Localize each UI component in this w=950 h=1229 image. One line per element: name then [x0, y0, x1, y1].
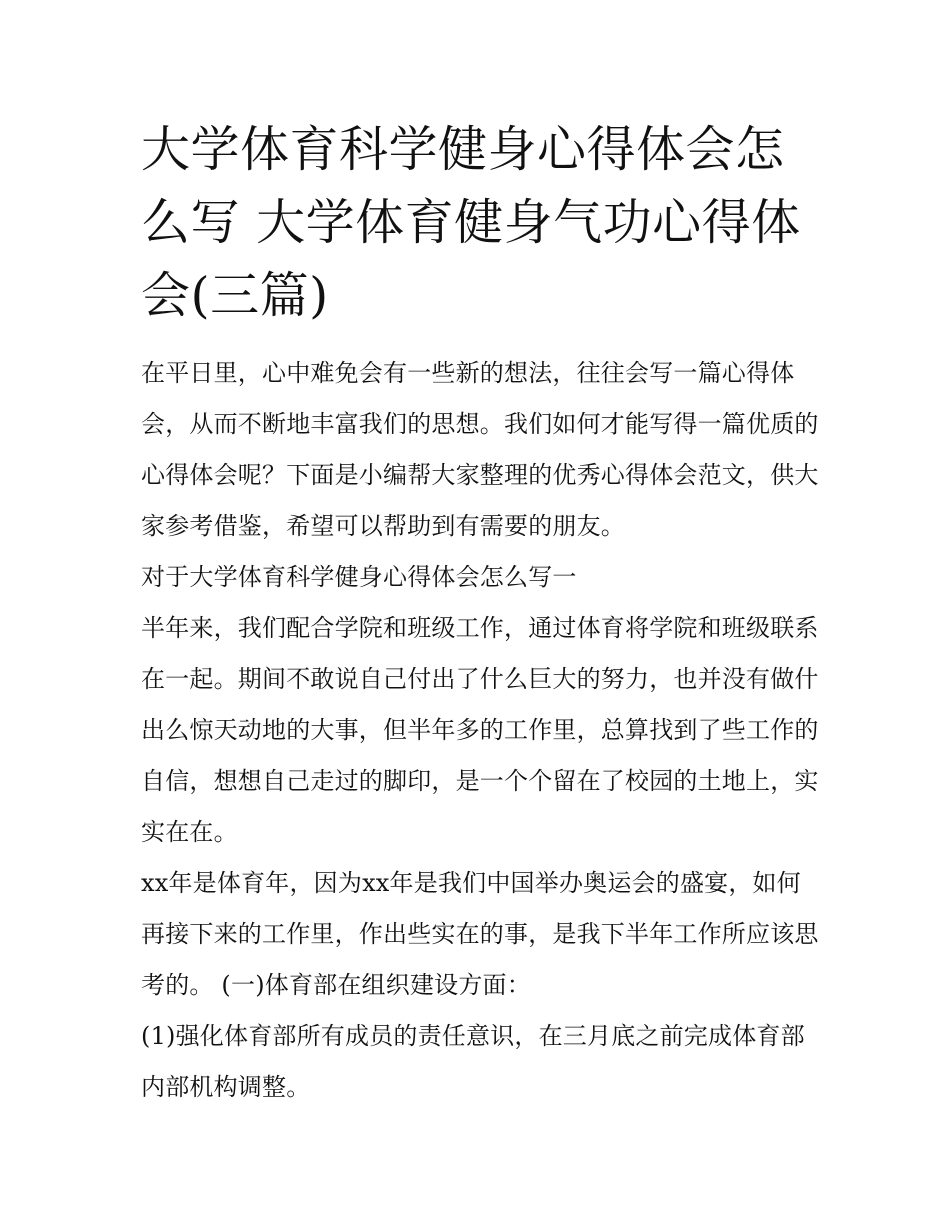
body-paragraph: 半年来，我们配合学院和班级工作，通过体育将学院和班级联系在一起。期间不敢说自己付出了什么巨大的努力，也并没有做什出么惊天动地的大事，但半年多的工作里，总算找到了些工作的自信，想想自己走过的脚印，是一个个留在了校园的土地上，实实在在。 [141, 614, 819, 846]
document-title: 大学体育科学健身心得体会怎么写 大学体育健身气功心得体会(三篇) [141, 121, 801, 324]
document-content [141, 113, 821, 1113]
intro-paragraph: 在平日里，心中难免会有一些新的想法，往往会写一篇心得体会，从而不断地丰富我们的思想。我们如何才能写得一篇优质的心得体会呢？下面是小编帮大家整理的优秀心得体会范文，供大家参考借鉴，希望可以帮助到有需要的朋友。 [141, 359, 819, 540]
body-paragraph: (1)强化体育部所有成员的责任意识，在三月底之前完成体育部内部机构调整。 [141, 1022, 805, 1101]
body-paragraph: xx年是体育年，因为xx年是我们中国举办奥运会的盛宴，如何再接下来的工作里，作出些实在的事，是我下半年工作所应该思考的。 (一)体育部在组织建设方面： [141, 869, 819, 999]
section-heading: 对于大学体育科学健身心得体会怎么写一 [141, 563, 577, 591]
